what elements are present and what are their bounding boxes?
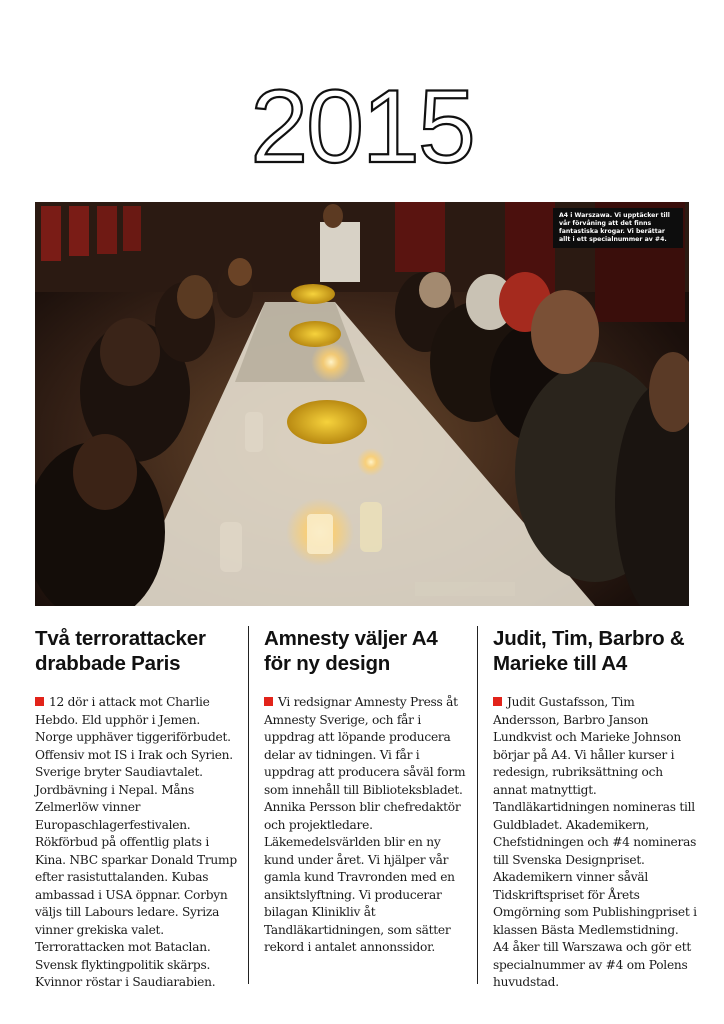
column-divider-2 <box>477 626 478 984</box>
year-heading <box>0 62 724 182</box>
year-text: 2015 <box>250 69 474 182</box>
dinner-photo-illustration <box>35 202 689 606</box>
red-square-marker <box>35 697 44 706</box>
body-staff-text: Judit Gustafsson, Tim Andersson, Barbro Janson Lundkvist och Marieke Johnson börjar på A4. Vi håller kurser i redesign, rubriksättning och annat matnyttigt. Tandläkartidningen nomineras till Guldbladet. Akademikern, Chefstidningen och #4 nomineras till Svenska Designpriset. Akademikern vinner såväl Tidskriftspriset för Årets Omgörning som Publishingpriset i klassen Bästa Medlemstidning. A4 åker till Warszawa och gör ett specialnummer av #4 om Polens huvudstad. <box>493 695 697 989</box>
headline-amnesty: Amnesty väljer A4 för ny design <box>264 627 438 675</box>
headline-paris: Två terrorattacker drabbade Paris <box>35 627 206 675</box>
body-paris <box>35 694 239 992</box>
photo-caption: A4 i Warszawa. Vi upptäcker till vår förvåning att det finns fantastiska krogar. Vi berättar allt i ett specialnummer av #4. <box>553 208 683 248</box>
red-square-marker <box>264 697 273 706</box>
body-amnesty-text: Vi redsignar Amnesty Press åt Amnesty Sverige, och får i uppdrag att löpande producera delar av tidningen. Vi får i uppdrag att producera såväl form som innehåll till Biblioteksbladet. Annika Persson blir chefredaktör och projektledare. Läkemedelsvärlden blir en ny kund under året. Vi hjälper vår gamla kund Travronden med en ansiktslyftning. Vi producerar bilagan Klinikliv åt Tandläkartidningen, som sätter rekord i antalet annonssidor. <box>264 695 466 954</box>
body-amnesty <box>264 694 468 957</box>
column-paris <box>35 626 239 992</box>
column-divider-1 <box>248 626 249 984</box>
body-staff <box>493 694 697 992</box>
body-paris-text: 12 dör i attack mot Charlie Hebdo. Eld upphör i Jemen. Norge upphäver tiggeriförbudet. Offensiv mot IS i Irak och Syrien. Sverige bryter Saudiavtalet. Jordbävning i Nepal. Måns Zelmerlöw vinner Europaschlagerfestivalen. Rökförbud på offentlig plats i Kina. NBC sparkar Donald Trump efter rasistuttalanden. Kubas ambassad i USA öppnar. Corbyn väljs till Labours ledare. Syriza vinner grekiska valet. Terrorattacken mot Bataclan. Svensk flyktingpolitik skärps. Kvinnor röstar i Saudiarabien. <box>35 695 237 989</box>
column-amnesty <box>264 626 468 957</box>
column-staff <box>493 626 697 992</box>
headline-staff: Judit, Tim, Barbro & Marieke till A4 <box>493 627 685 675</box>
red-square-marker <box>493 697 502 706</box>
dinner-photo <box>35 202 689 606</box>
